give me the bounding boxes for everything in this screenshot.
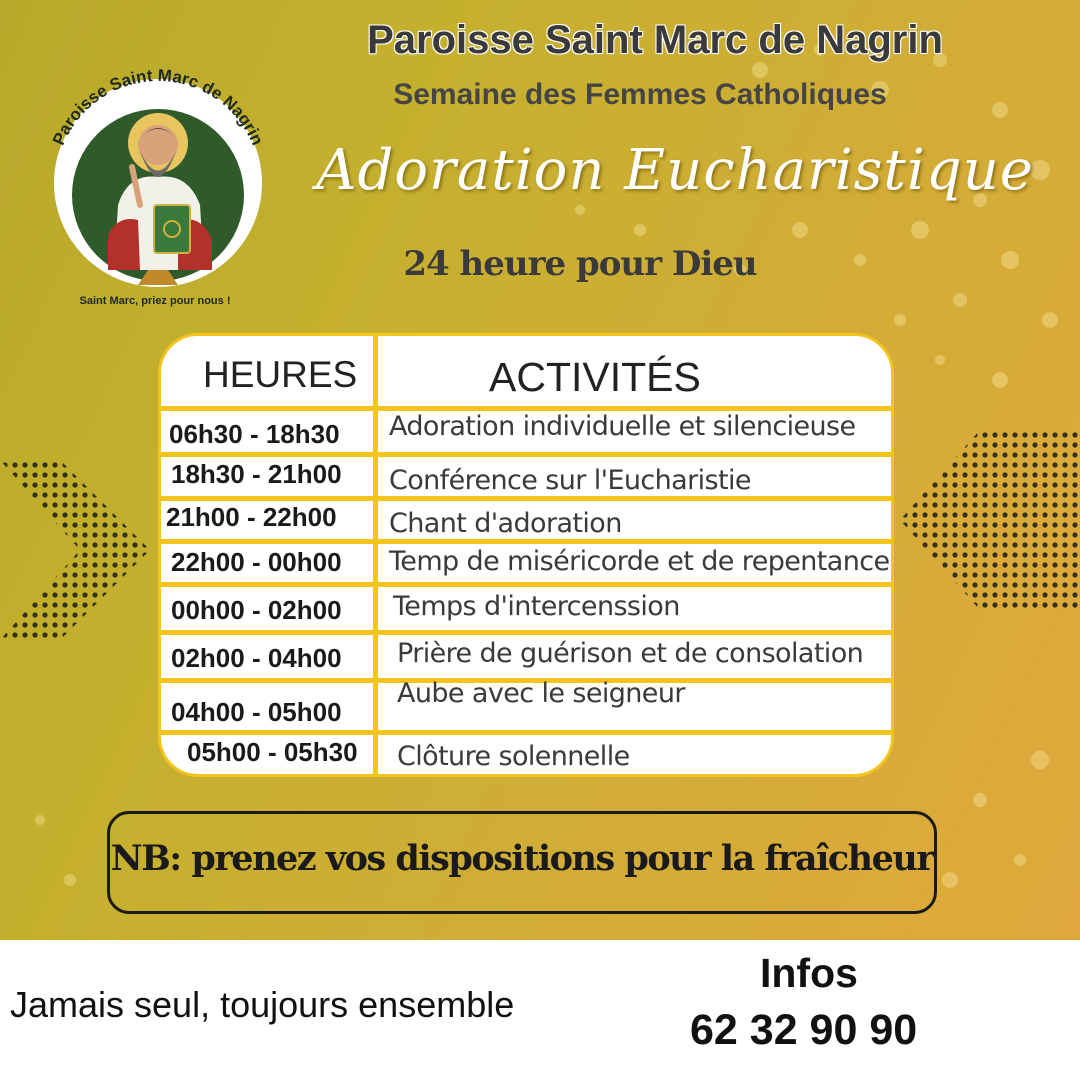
row-time: 21h00 - 22h00 xyxy=(166,502,337,532)
parish-title: Paroisse Saint Marc de Nagrin xyxy=(367,18,943,62)
table-row xyxy=(161,452,891,498)
row-activity: Temps d'intercenssion xyxy=(393,591,680,622)
row-activity: Conférence sur l'Eucharistie xyxy=(389,465,751,496)
schedule-table xyxy=(158,333,894,777)
table-row xyxy=(161,496,891,542)
row-time: 06h30 - 18h30 xyxy=(169,419,340,449)
row-activity: Aube avec le seigneur xyxy=(397,678,685,709)
row-activity: Adoration individuelle et silencieuse xyxy=(389,411,856,442)
table-row xyxy=(161,582,891,628)
row-time: 04h00 - 05h00 xyxy=(171,697,342,727)
row-activity: Temp de miséricorde et de repentance xyxy=(389,546,890,577)
row-activity: Chant d'adoration xyxy=(389,508,622,539)
footer xyxy=(0,940,1080,1080)
logo-ring-text: Paroisse Saint Marc de Nagrin xyxy=(48,65,268,148)
column-header-activities: ACTIVITÉS xyxy=(489,354,701,400)
row-time: 02h00 - 04h00 xyxy=(171,643,342,673)
dotted-chevron-right xyxy=(900,420,1080,620)
row-time: 22h00 - 00h00 xyxy=(171,547,342,577)
column-header-hours: HEURES xyxy=(203,354,358,395)
table-row xyxy=(161,630,891,676)
note-text: NB: prenez vos dispositions pour la fraîcheur xyxy=(110,838,934,879)
table-row xyxy=(161,678,891,727)
logo-caption: Saint Marc, priez pour nous ! xyxy=(79,295,231,307)
parish-logo xyxy=(28,55,288,325)
week-title: Semaine des Femmes Catholiques xyxy=(393,78,887,111)
row-time: 00h00 - 02h00 xyxy=(171,595,342,625)
row-activity: Clôture solennelle xyxy=(397,741,630,772)
dotted-chevron-left xyxy=(0,450,160,650)
row-time: 18h30 - 21h00 xyxy=(171,459,342,489)
note-box xyxy=(107,811,937,914)
event-subtitle: 24 heure pour Dieu xyxy=(403,244,757,284)
row-activity: Prière de guérison et de consolation xyxy=(397,638,864,669)
table-row xyxy=(161,539,891,585)
event-title: Adoration Eucharistique xyxy=(316,138,1034,203)
phone-number: 62 32 90 90 xyxy=(690,1006,918,1054)
table-row xyxy=(161,406,891,452)
row-time: 05h00 - 05h30 xyxy=(187,737,358,767)
slogan: Jamais seul, toujours ensemble xyxy=(10,984,515,1025)
table-row xyxy=(161,730,891,776)
infos-label: Infos xyxy=(760,950,858,996)
